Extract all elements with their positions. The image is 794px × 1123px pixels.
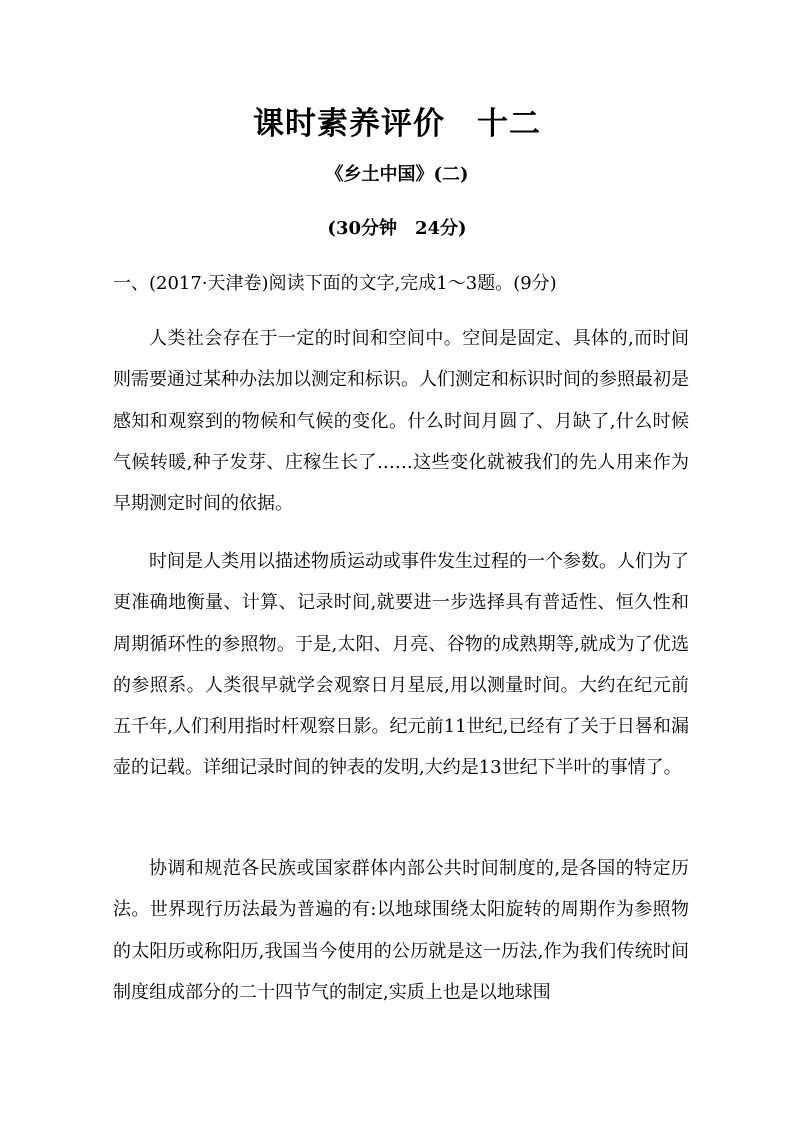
page-title: 课时素养评价 十二: [253, 106, 541, 142]
time-score-info: (30分钟 24分): [327, 218, 467, 239]
passage-paragraph-1: 人类社会存在于一定的时间和空间中。空间是固定、具体的,而时间则需要通过某种办法加以测定和标识。人们测定和标识时间的参照最初是感知和观察到的物候和气候的变化。什么时间月圆了、月缺了,什么时候气候转暖,种子发芽、庄稼生长了……这些变化就被我们的先人用来作为早期测定时间的依据。: [113, 328, 689, 515]
question-heading: 一、(2017·天津卷)阅读下面的文字,完成1～3题。(9分): [113, 273, 557, 294]
passage-paragraph-2: 时间是人类用以描述物质运动或事件发生过程的一个参数。人们为了更准确地衡量、计算、记录时间,就要进一步选择具有普适性、恒久性和周期循环性的参照物。于是,太阳、月亮、谷物的成熟期等,就成为了优选的参照系。人类很早就学会观察日月星辰,用以测量时间。大约在纪元前五千年,人们利用指时杆观察日影。纪元前11世纪,已经有了关于日晷和漏壶的记载。详细记录时间的钟表的发明,大约是13世纪下半叶的事情了。: [113, 551, 689, 779]
passage-paragraph-3: 协调和规范各民族或国家群体内部公共时间制度的,是各国的特定历法。世界现行历法最为普遍的有:以地球围绕太阳旋转的周期作为参照物的太阳历或称阳历,我国当今使用的公历就是这一历法,作为我们传统时间制度组成部分的二十四节气的制定,实质上也是以地球围: [113, 858, 689, 1003]
page-subtitle: 《乡土中国》(二): [325, 164, 469, 185]
